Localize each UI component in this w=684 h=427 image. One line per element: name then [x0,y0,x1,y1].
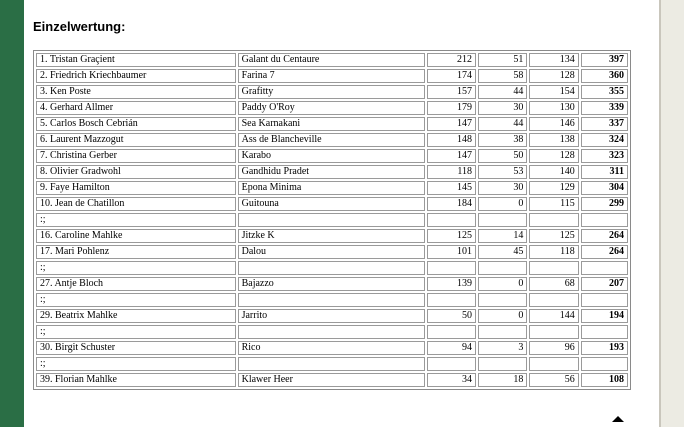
score-3-cell [529,325,578,339]
rider-cell: 5. Carlos Bosch Cebrián [36,117,236,131]
score-2-cell: 18 [478,373,527,387]
score-1-cell: 118 [427,165,476,179]
total-cell: 304 [581,181,628,195]
horse-cell: Epona Minima [238,181,425,195]
score-1-cell: 101 [427,245,476,259]
total-cell [581,357,628,371]
table-row [36,149,628,163]
score-3-cell [529,213,578,227]
score-3-cell: 146 [529,117,578,131]
score-2-cell [478,293,527,307]
rider-cell: :; [36,325,236,339]
score-1-cell: 50 [427,309,476,323]
rider-cell: 29. Beatrix Mahlke [36,309,236,323]
horse-cell: Sea Karnakani [238,117,425,131]
score-1-cell: 145 [427,181,476,195]
horse-cell: Klawer Heer [238,373,425,387]
total-cell: 299 [581,197,628,211]
horse-cell: Rico [238,341,425,355]
score-2-cell: 51 [478,53,527,67]
score-2-cell [478,261,527,275]
rider-cell: :; [36,293,236,307]
score-3-cell: 128 [529,69,578,83]
score-2-cell: 0 [478,197,527,211]
score-3-cell: 125 [529,229,578,243]
score-2-cell: 58 [478,69,527,83]
score-1-cell: 147 [427,117,476,131]
horse-cell: Gandhidu Pradet [238,165,425,179]
table-row [36,373,628,387]
score-1-cell: 148 [427,133,476,147]
horse-cell: Guitouna [238,197,425,211]
score-1-cell: 184 [427,197,476,211]
total-cell: 397 [581,53,628,67]
score-2-cell [478,213,527,227]
page-heading: Einzelwertung: [33,19,126,34]
horse-cell [238,325,425,339]
score-1-cell: 94 [427,341,476,355]
score-3-cell: 118 [529,245,578,259]
table-row [36,165,628,179]
score-2-cell: 50 [478,149,527,163]
rider-cell: 16. Caroline Mahlke [36,229,236,243]
horse-cell: Ass de Blancheville [238,133,425,147]
total-cell: 360 [581,69,628,83]
score-2-cell: 44 [478,85,527,99]
score-2-cell: 3 [478,341,527,355]
horse-cell: Galant du Centaure [238,53,425,67]
table-row [36,357,628,371]
rider-cell: 4. Gerhard Allmer [36,101,236,115]
score-3-cell: 128 [529,149,578,163]
rider-cell: 8. Olivier Gradwohl [36,165,236,179]
score-2-cell: 30 [478,181,527,195]
rider-cell: 30. Birgit Schuster [36,341,236,355]
left-sidebar-stripe [0,0,24,427]
table-row [36,133,628,147]
score-1-cell [427,293,476,307]
score-2-cell: 30 [478,101,527,115]
table-row [36,309,628,323]
score-1-cell [427,357,476,371]
score-2-cell: 45 [478,245,527,259]
horse-cell: Bajazzo [238,277,425,291]
total-cell: 339 [581,101,628,115]
score-1-cell: 125 [427,229,476,243]
rider-cell: 27. Antje Bloch [36,277,236,291]
score-2-cell [478,357,527,371]
total-cell [581,293,628,307]
horse-cell [238,213,425,227]
score-3-cell: 96 [529,341,578,355]
horse-cell: Grafitty [238,85,425,99]
table-row [36,245,628,259]
results-table [33,50,631,390]
rider-cell: 1. Tristan Graçient [36,53,236,67]
horse-cell [238,357,425,371]
total-cell: 264 [581,245,628,259]
score-3-cell [529,357,578,371]
score-3-cell: 144 [529,309,578,323]
table-row [36,325,628,339]
back-to-top-icon[interactable] [612,416,624,422]
score-1-cell: 212 [427,53,476,67]
score-3-cell: 134 [529,53,578,67]
score-1-cell [427,325,476,339]
score-1-cell: 34 [427,373,476,387]
score-3-cell: 115 [529,197,578,211]
table-row [36,293,628,307]
total-cell: 337 [581,117,628,131]
horse-cell [238,261,425,275]
total-cell [581,325,628,339]
rider-cell: 9. Faye Hamilton [36,181,236,195]
score-1-cell: 157 [427,85,476,99]
score-3-cell: 68 [529,277,578,291]
score-2-cell: 53 [478,165,527,179]
score-2-cell: 44 [478,117,527,131]
score-2-cell: 0 [478,309,527,323]
total-cell: 324 [581,133,628,147]
horse-cell: Jitzke K [238,229,425,243]
table-row [36,261,628,275]
total-cell [581,261,628,275]
horse-cell: Karabo [238,149,425,163]
horse-cell: Dalou [238,245,425,259]
table-row [36,101,628,115]
score-3-cell: 56 [529,373,578,387]
score-1-cell [427,213,476,227]
score-3-cell: 154 [529,85,578,99]
table-row [36,117,628,131]
rider-cell: 3. Ken Poste [36,85,236,99]
score-1-cell: 139 [427,277,476,291]
table-row [36,181,628,195]
score-3-cell [529,293,578,307]
rider-cell: 2. Friedrich Kriechbaumer [36,69,236,83]
score-2-cell: 38 [478,133,527,147]
score-2-cell: 14 [478,229,527,243]
total-cell: 311 [581,165,628,179]
rider-cell: 7. Christina Gerber [36,149,236,163]
rider-cell: :; [36,261,236,275]
rider-cell: 39. Florian Mahlke [36,373,236,387]
rider-cell: 17. Mari Pohlenz [36,245,236,259]
total-cell: 108 [581,373,628,387]
table-row [36,53,628,67]
total-cell: 355 [581,85,628,99]
table-row [36,341,628,355]
score-2-cell [478,325,527,339]
rider-cell: 10. Jean de Chatillon [36,197,236,211]
score-3-cell: 129 [529,181,578,195]
total-cell [581,213,628,227]
score-1-cell [427,261,476,275]
score-3-cell: 130 [529,101,578,115]
table-row [36,277,628,291]
score-3-cell [529,261,578,275]
rider-cell: :; [36,357,236,371]
total-cell: 193 [581,341,628,355]
score-2-cell: 0 [478,277,527,291]
horse-cell: Farina 7 [238,69,425,83]
horse-cell: Paddy O'Roy [238,101,425,115]
score-3-cell: 140 [529,165,578,179]
score-1-cell: 174 [427,69,476,83]
total-cell: 194 [581,309,628,323]
table-row [36,197,628,211]
score-1-cell: 179 [427,101,476,115]
table-row [36,229,628,243]
total-cell: 207 [581,277,628,291]
score-3-cell: 138 [529,133,578,147]
table-row [36,69,628,83]
score-1-cell: 147 [427,149,476,163]
right-panel [661,0,684,427]
rider-cell: :; [36,213,236,227]
table-row [36,213,628,227]
total-cell: 264 [581,229,628,243]
horse-cell: Jarrito [238,309,425,323]
total-cell: 323 [581,149,628,163]
table-row [36,85,628,99]
horse-cell [238,293,425,307]
rider-cell: 6. Laurent Mazzogut [36,133,236,147]
